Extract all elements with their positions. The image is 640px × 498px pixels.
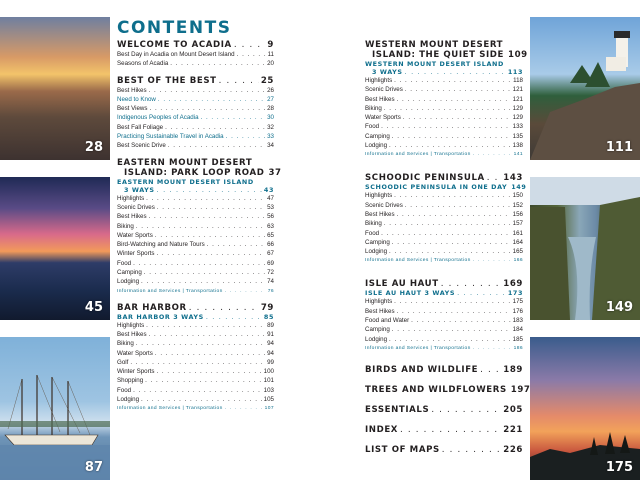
toc-entry[interactable]: Biking . . . 63: [117, 222, 274, 231]
toc-entry[interactable]: Biking . . . 94: [117, 339, 274, 348]
schooner-harbor-photo: [0, 337, 110, 480]
toc-entry[interactable]: Lodging . . . 185: [365, 335, 523, 344]
toc-entry[interactable]: Best Fall Foliage . . . 32: [117, 123, 274, 132]
toc-entry[interactable]: Water Sports . . . 94: [117, 349, 274, 358]
toc-section-index: [365, 425, 523, 435]
info-services-entry[interactable]: Information and Services | Transportation . . . 141: [365, 150, 523, 159]
toc-entry[interactable]: Winter Sports . . . 100: [117, 367, 274, 376]
toc-entry[interactable]: Best Hikes . . . 121: [365, 95, 523, 104]
toc-section-essentials: [365, 405, 523, 415]
toc-entry[interactable]: Lodging . . . 105: [117, 395, 274, 404]
sub-section-title[interactable]: WESTERN MOUNT DESERT ISLAND: [365, 60, 504, 68]
section-title[interactable]: ESSENTIALS . . . 205: [365, 405, 523, 415]
toc-entry[interactable]: Food . . . 69: [117, 259, 274, 268]
toc-section-isle-au-haut: [365, 279, 523, 352]
toc-entry[interactable]: Winter Sports . . . 67: [117, 249, 274, 258]
toc-entry[interactable]: Shopping . . . 101: [117, 376, 274, 385]
toc-section-birds: [365, 365, 523, 375]
toc-entry[interactable]: Best Hikes . . . 26: [117, 86, 274, 95]
info-services-entry[interactable]: Information and Services | Transportation . . . 76: [117, 287, 274, 296]
toc-entry[interactable]: Best Hikes . . . 56: [117, 212, 274, 221]
toc-entry[interactable]: Camping . . . 135: [365, 132, 523, 141]
section-title-continued[interactable]: ISLAND: PARK LOOP ROAD 37: [124, 167, 282, 178]
lighthouse-illustration: [530, 17, 640, 160]
section-title[interactable]: BIRDS AND WILDLIFE . . . 189: [365, 365, 523, 375]
sub-section-title-continued[interactable]: 3 WAYS . . . 43: [117, 186, 274, 194]
section-title[interactable]: TREES AND WILDFLOWERS 197: [365, 384, 531, 395]
info-services-entry[interactable]: Information and Services | Transportation . . . 186: [365, 344, 523, 353]
toc-section-eastern: [117, 157, 282, 296]
toc-entry[interactable]: Biking . . . 129: [365, 104, 523, 113]
section-title[interactable]: INDEX . . . 221: [365, 425, 523, 435]
section-title[interactable]: LIST OF MAPS . . . 226: [365, 445, 523, 455]
twilight-shore-photo: [0, 177, 110, 320]
section-title-continued[interactable]: ISLAND: THE QUIET SIDE 109: [372, 50, 528, 60]
schooner-illustration: [0, 337, 110, 480]
sunset-illustration: [530, 337, 640, 480]
info-services-entry[interactable]: Information and Services | Transportation . . . 107: [117, 404, 274, 413]
toc-section-trees: [365, 384, 531, 395]
toc-entry[interactable]: Best Hikes . . . 156: [365, 210, 523, 219]
toc-entry[interactable]: Practicing Sustainable Travel in Acadia . . . 33: [117, 132, 274, 141]
toc-entry[interactable]: Food . . . 161: [365, 229, 523, 238]
cove-illustration: [530, 177, 640, 320]
section-title[interactable]: ISLE AU HAUT . . . 169: [365, 279, 523, 289]
sunset-islands-photo: [530, 337, 640, 480]
photo-page-number: 175: [605, 460, 633, 475]
toc-entry[interactable]: Highlights . . . 89: [117, 321, 274, 330]
section-title[interactable]: BAR HARBOR . . . 79: [117, 303, 274, 313]
toc-entry[interactable]: Need to Know . . . 27: [117, 95, 274, 104]
toc-entry[interactable]: Food . . . 103: [117, 386, 274, 395]
toc-section-best: [117, 76, 274, 151]
sub-section-title[interactable]: SCHOODIC PENINSULA IN ONE DAY 149: [365, 183, 527, 192]
toc-left-column: [117, 40, 282, 420]
toc-entry[interactable]: Lodging . . . 138: [365, 141, 523, 150]
sub-section-title[interactable]: BAR HARBOR 3 WAYS . . . 85: [117, 313, 274, 321]
toc-entry[interactable]: Highlights . . . 175: [365, 297, 523, 306]
toc-section-bar-harbor: [117, 303, 274, 414]
toc-entry[interactable]: Scenic Drives . . . 152: [365, 201, 523, 210]
contents-heading: CONTENTS: [117, 18, 232, 38]
section-title[interactable]: WELCOME TO ACADIA . . . 9: [117, 40, 274, 50]
toc-section-western: [365, 40, 528, 159]
toc-entry[interactable]: Biking . . . 157: [365, 219, 523, 228]
toc-entry[interactable]: Highlights . . . 118: [365, 76, 523, 85]
toc-entry[interactable]: Water Sports . . . 129: [365, 113, 523, 122]
toc-section-maps: [365, 445, 523, 455]
toc-entry[interactable]: Best Hikes . . . 176: [365, 307, 523, 316]
toc-entry[interactable]: Highlights . . . 47: [117, 194, 274, 203]
section-title[interactable]: WESTERN MOUNT DESERT: [365, 40, 504, 50]
toc-entry[interactable]: Food and Water . . . 183: [365, 316, 523, 325]
toc-entry[interactable]: Seasons of Acadia . . . 20: [117, 59, 274, 68]
toc-entry[interactable]: Best Day in Acadia on Mount Desert Island . . . 11: [117, 50, 274, 59]
toc-entry[interactable]: Bird-Watching and Nature Tours . . . 66: [117, 240, 274, 249]
section-title[interactable]: BEST OF THE BEST . . . 25: [117, 76, 274, 86]
section-title[interactable]: SCHOODIC PENINSULA . . . 143: [365, 173, 523, 183]
toc-entry[interactable]: Lodging . . . 165: [365, 247, 523, 256]
sub-section-title-continued[interactable]: 3 WAYS . . . 113: [365, 68, 523, 76]
lighthouse-photo: [530, 17, 640, 160]
toc-entry[interactable]: Lodging . . . 74: [117, 277, 274, 286]
toc-section-welcome: [117, 40, 274, 69]
toc-entry[interactable]: Best Scenic Drive . . . 34: [117, 141, 274, 150]
toc-entry[interactable]: Camping . . . 184: [365, 325, 523, 334]
toc-right-column: [365, 40, 531, 462]
toc-entry[interactable]: Camping . . . 164: [365, 238, 523, 247]
toc-entry[interactable]: Highlights . . . 150: [365, 191, 523, 200]
toc-entry[interactable]: Indigenous Peoples of Acadia . . . 30: [117, 113, 274, 122]
photo-page-number: 45: [84, 300, 103, 315]
info-services-entry[interactable]: Information and Services | Transportation . . . 166: [365, 256, 523, 265]
rocky-cove-photo: [530, 177, 640, 320]
toc-entry[interactable]: Scenic Drives . . . 53: [117, 203, 274, 212]
photo-page-number: 28: [84, 140, 103, 155]
toc-entry[interactable]: Camping . . . 72: [117, 268, 274, 277]
toc-entry[interactable]: Golf . . . 99: [117, 358, 274, 367]
toc-entry[interactable]: Scenic Drives . . . 121: [365, 85, 523, 94]
sub-section-title[interactable]: EASTERN MOUNT DESERT ISLAND: [117, 177, 254, 186]
toc-entry[interactable]: Food . . . 133: [365, 122, 523, 131]
toc-section-schoodic: [365, 173, 527, 265]
photo-page-number: 149: [605, 300, 633, 315]
photo-page-number: 87: [84, 460, 103, 475]
toc-entry[interactable]: Best Hikes . . . 91: [117, 330, 274, 339]
section-title[interactable]: EASTERN MOUNT DESERT: [117, 157, 253, 168]
toc-entry[interactable]: Best Views . . . 28: [117, 104, 274, 113]
sunset-coast-photo: [0, 17, 110, 160]
sub-section-title[interactable]: ISLE AU HAUT 3 WAYS . . . 173: [365, 289, 523, 297]
toc-entry[interactable]: Water Sports . . . 65: [117, 231, 274, 240]
photo-page-number: 111: [605, 140, 633, 155]
